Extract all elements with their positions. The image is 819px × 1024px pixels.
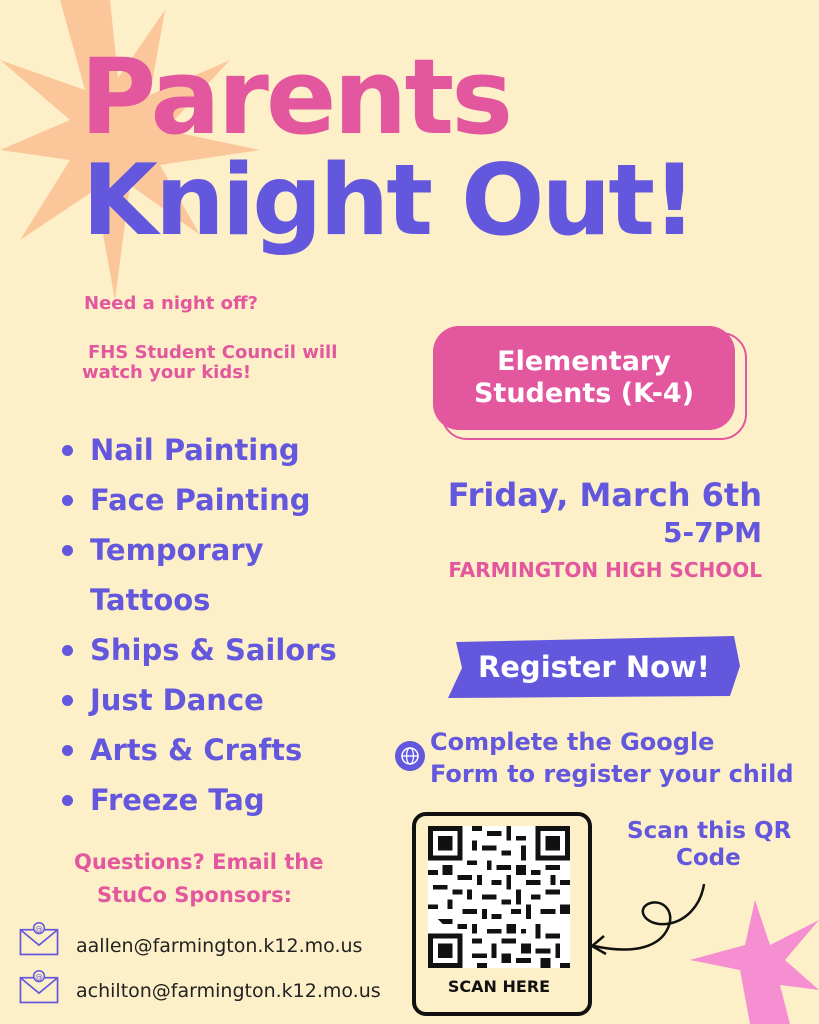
activity-item: Face Painting [62, 475, 337, 525]
curly-arrow-icon [586, 880, 716, 970]
event-date: Friday, March 6th [447, 476, 762, 514]
event-time: 5-7PM [663, 516, 762, 549]
svg-text:@: @ [35, 972, 43, 982]
title-knight-out: Knight Out! [82, 144, 694, 258]
activity-item: Arts & Crafts [62, 725, 337, 775]
globe-icon [394, 740, 426, 772]
audience-pill [433, 326, 735, 430]
event-location: FARMINGTON HIGH SCHOOL [448, 558, 762, 582]
intro-question: Need a night off? [84, 293, 258, 314]
register-instructions-line1: Complete the Google [430, 728, 715, 756]
contact-heading-line2: StuCo Sponsors: [97, 883, 292, 907]
email-link-1[interactable]: aallen@farmington.k12.mo.us [76, 935, 363, 957]
title-parents: Parents [80, 36, 511, 158]
activity-item: Nail Painting [62, 425, 337, 475]
email-link-2[interactable]: achilton@farmington.k12.mo.us [76, 980, 381, 1002]
register-instructions-line2: Form to register your child [430, 760, 794, 788]
envelope-icon [14, 922, 64, 956]
intro-council-line2: watch your kids! [82, 362, 252, 383]
activity-list [62, 425, 337, 825]
register-now-button[interactable]: Register Now! [477, 650, 711, 684]
qr-hint-line1: Scan this QR [627, 818, 792, 844]
envelope-icon [14, 970, 64, 1004]
contact-heading-line1: Questions? Email the [74, 850, 324, 874]
activity-item: Freeze Tag [62, 775, 337, 825]
svg-text:@: @ [35, 924, 43, 934]
qr-code-pattern [428, 826, 570, 968]
activity-item-continued: Tattoos [90, 583, 211, 617]
activity-item: Ships & Sailors [62, 625, 337, 675]
activity-item: Just Dance [62, 675, 337, 725]
intro-council-line1: FHS Student Council will [88, 342, 338, 363]
qr-hint-line2: Code [676, 845, 741, 871]
qr-scan-label: SCAN HERE [447, 977, 551, 996]
audience-line1: Elementary [497, 346, 671, 377]
qr-code[interactable] [428, 826, 570, 968]
activity-item: Temporary [62, 525, 337, 575]
audience-line2: Students (K-4) [473, 378, 695, 409]
